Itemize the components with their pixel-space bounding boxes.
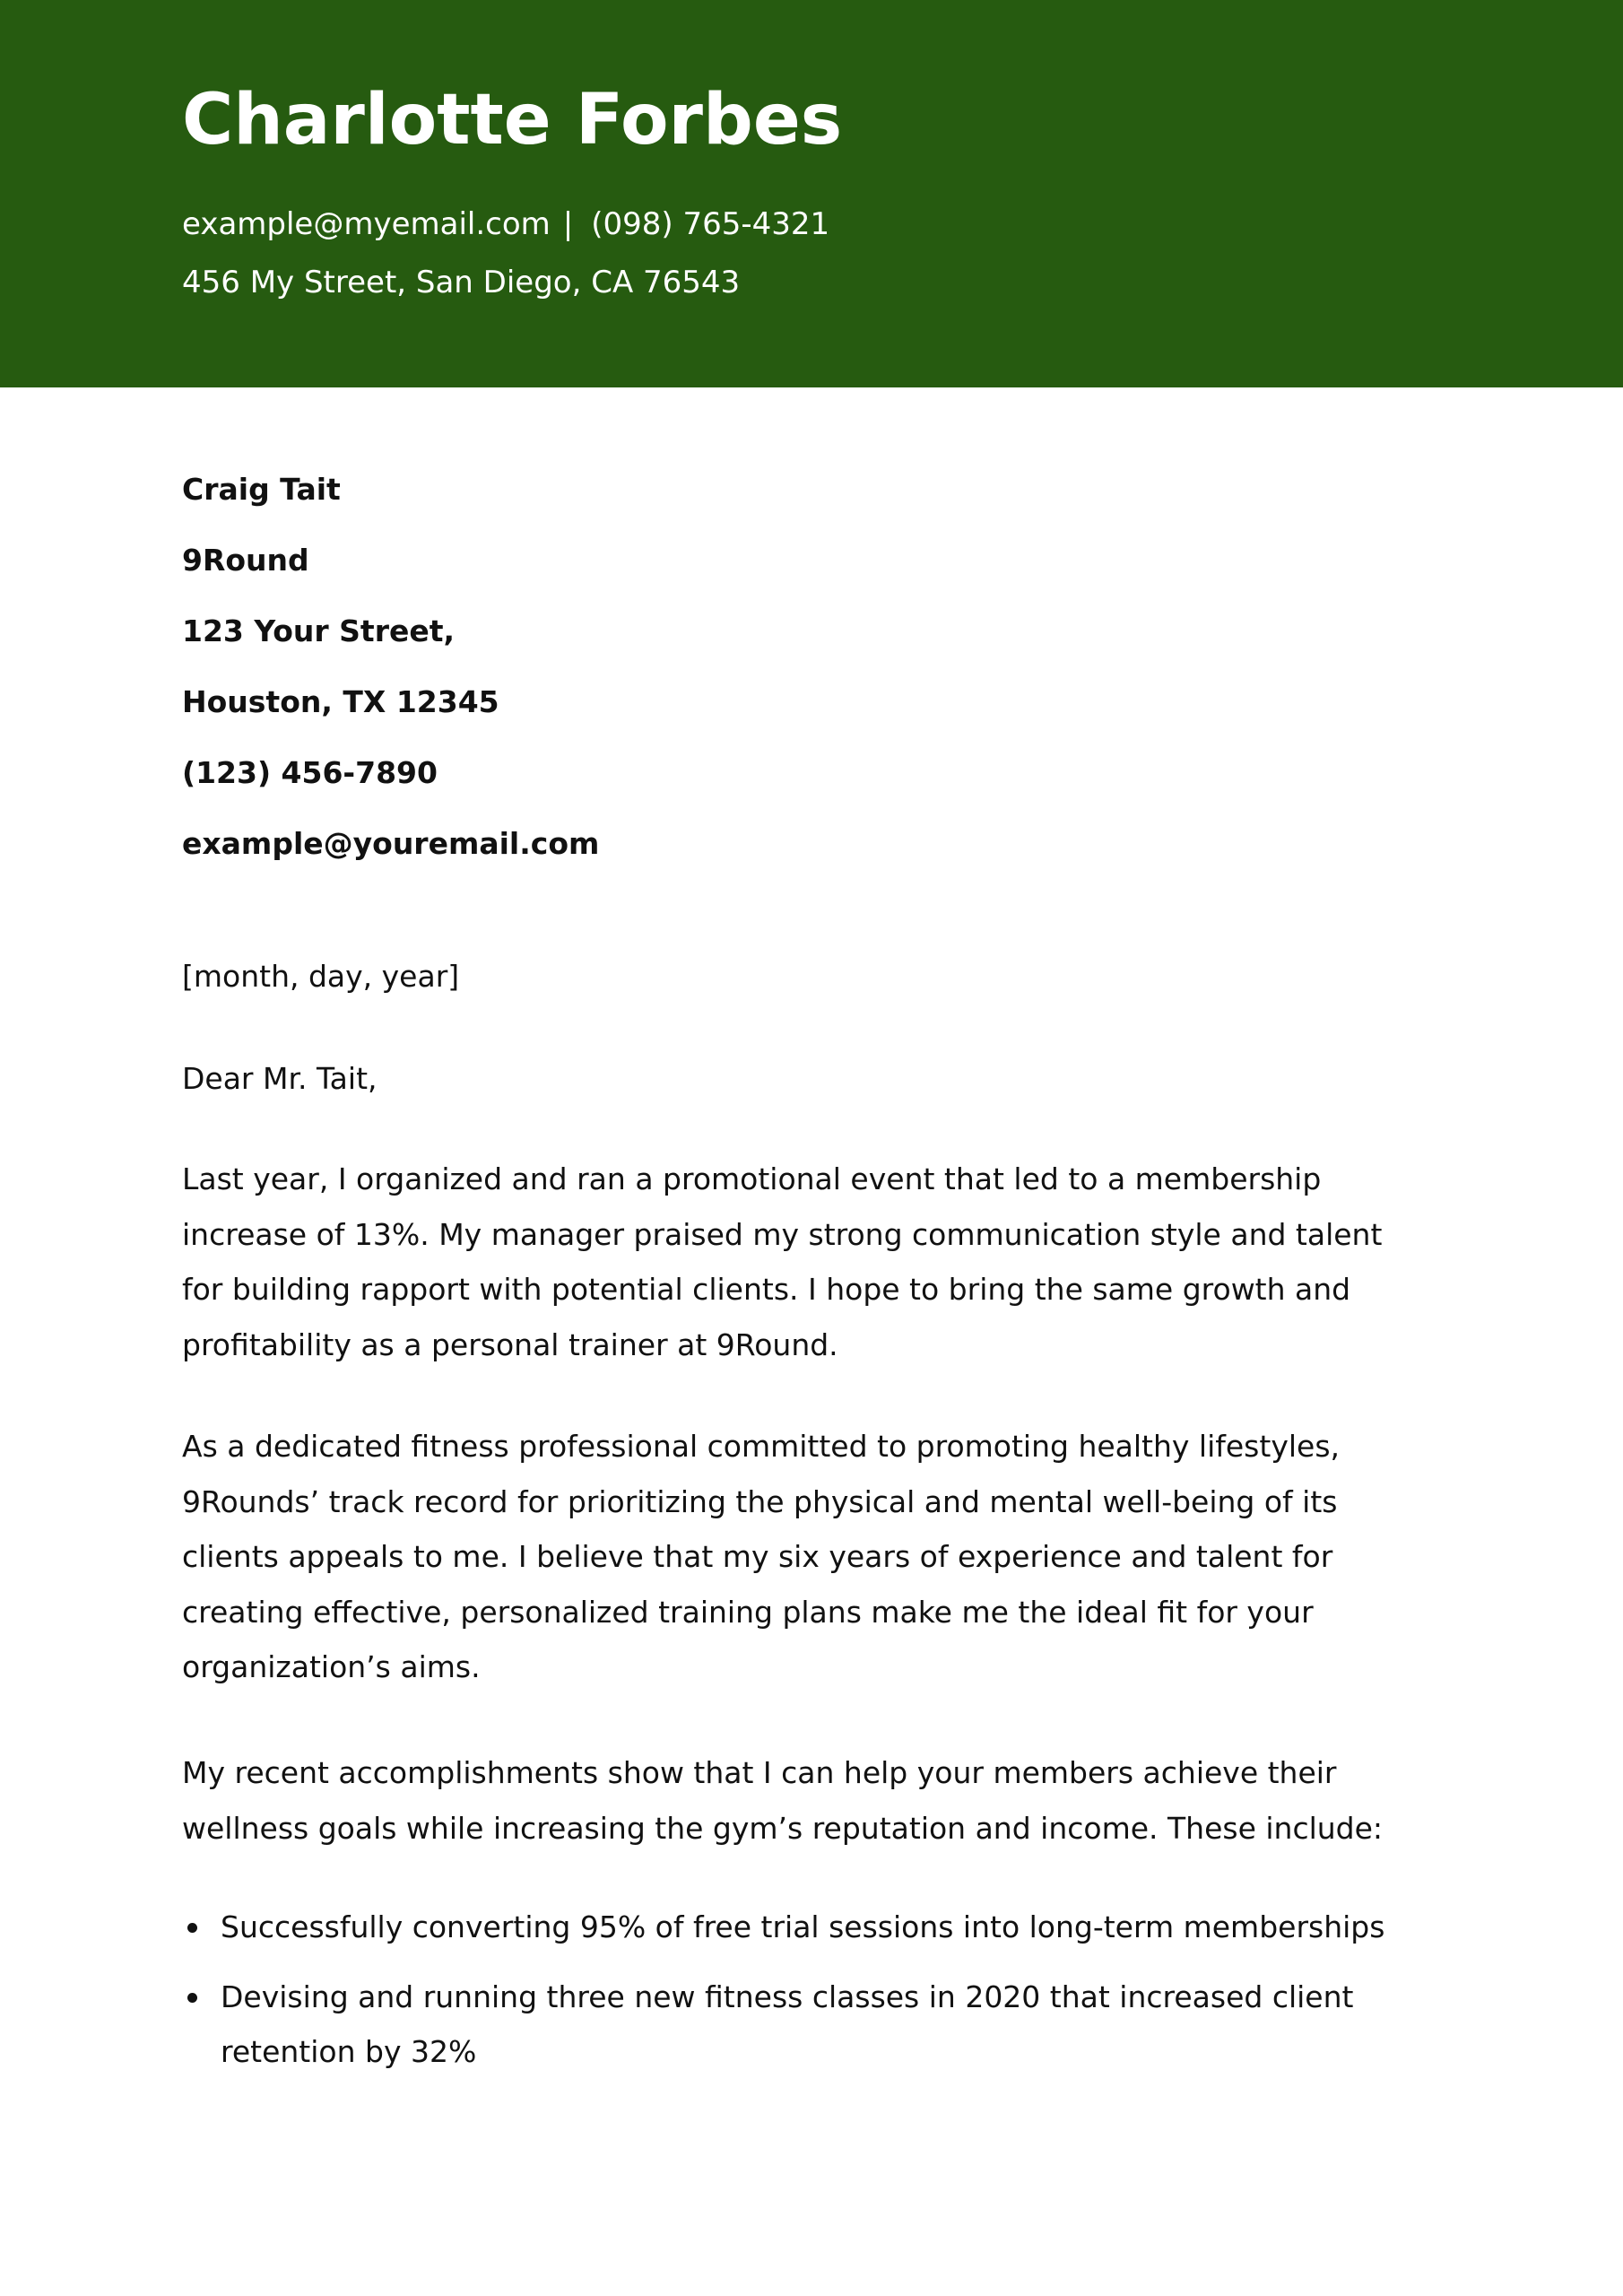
recipient-phone: (123) 456-7890 <box>182 755 438 790</box>
sender-name: Charlotte Forbes <box>182 80 843 161</box>
body-paragraph-1 <box>182 1152 1419 1372</box>
recipient-block <box>182 466 599 891</box>
body-paragraph-3 <box>182 1745 1437 1856</box>
paragraph-text: Last year, I organized and ran a promotional event that led to a membership increase of 13%. My manager praised my strong communication style and talent for building rapport with potential clients. I hope to bring the same growth and profitability as a personal trainer at 9Round. <box>182 1161 1383 1362</box>
list-item-text: Successfully converting 95% of free trial sessions into long-term memberships <box>221 1909 1385 1944</box>
bullet-icon <box>187 1923 197 1933</box>
letter-date: [month, day, year] <box>182 959 460 994</box>
sender-contact-line <box>182 204 829 244</box>
list-item <box>182 1900 1437 1955</box>
sender-address: 456 My Street, San Diego, CA 76543 <box>182 265 741 300</box>
recipient-name: Craig Tait <box>182 472 341 507</box>
body-paragraph-2 <box>182 1419 1419 1695</box>
recipient-street: 123 Your Street, <box>182 613 456 648</box>
sender-phone: (098) 765-4321 <box>591 206 830 242</box>
paragraph-text: My recent accomplishments show that I can help your members achieve their wellness goals while increasing the gym’s reputation and income. These include: <box>182 1755 1384 1846</box>
contact-separator: | <box>562 206 574 242</box>
list-item-text: Devising and running three new fitness classes in 2020 that increased client retention by 32% <box>221 1979 1354 2069</box>
salutation: Dear Mr. Tait, <box>182 1061 378 1096</box>
recipient-company: 9Round <box>182 543 309 578</box>
list-item <box>182 1970 1437 2080</box>
recipient-email: example@youremail.com <box>182 826 600 861</box>
paragraph-text: As a dedicated fitness professional committed to promoting healthy lifestyles, 9Rounds’ track record for prioritizing the physical and mental well-being of its clients appeals to me. I believe that my six years of experience and talent for creating effective, personalized training plans make me the ideal fit for your organization’s aims. <box>182 1429 1340 1684</box>
accomplishments-list <box>182 1900 1437 2094</box>
sender-email: example@myemail.com <box>182 206 551 242</box>
bullet-icon <box>187 1993 197 2003</box>
header-banner <box>0 0 1623 387</box>
recipient-city: Houston, TX 12345 <box>182 684 499 719</box>
